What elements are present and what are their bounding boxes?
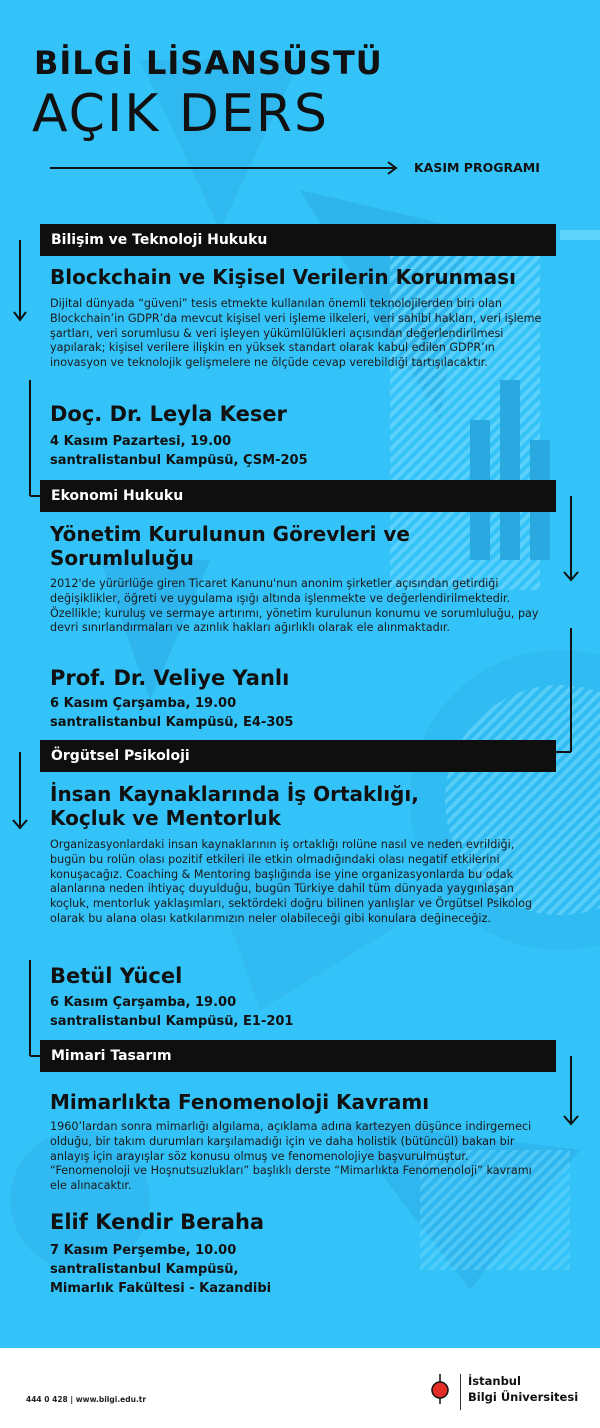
location-brand: santral	[50, 1262, 102, 1277]
connector-left-1	[14, 240, 40, 496]
course-title-line2: Sorumluluğu	[50, 546, 194, 570]
logo-text-line1: İstanbul	[468, 1374, 521, 1388]
category-bar: Ekonomi Hukuku	[40, 480, 556, 512]
logo-divider	[460, 1374, 461, 1410]
connector-left-3	[13, 752, 40, 1056]
speaker-name: Doç. Dr. Leyla Keser	[50, 402, 287, 426]
course-details	[50, 432, 308, 470]
location-brand: santral	[50, 453, 102, 468]
course-location	[50, 713, 293, 732]
category-bar: Bilişim ve Teknoloji Hukuku	[40, 224, 556, 256]
course-description: 1960’lardan sonra mimarlığı algılama, açıklama adına kartezyen düşünce indirgemeci olduğu, bir takım durumları karşılamadığı için ve daha holistik (bütüncül) bakan bir anlayış için arayışlar söz konusu olmuş ve fenomenolojiye başvurulmuştur. “Fenomenoloji ve Hoşnutsuzlukları” başlıklı derste “Mimarlıkta Fenomenoloji” kavramı ele alınacaktır.	[50, 1120, 532, 1193]
title-line1: BİLGİ LİSANSÜSTÜ	[34, 44, 383, 82]
course-location	[50, 1012, 293, 1031]
course-title: Mimarlıkta Fenomenoloji Kavramı	[50, 1090, 430, 1114]
course-details	[50, 694, 293, 732]
speaker-name: Prof. Dr. Veliye Yanlı	[50, 666, 290, 690]
bg-bar	[500, 380, 520, 560]
course-location	[50, 1260, 271, 1279]
program-label: KASIM PROGRAMI	[414, 160, 540, 175]
course-date: 6 Kasım Çarşamba, 19.00	[50, 995, 237, 1010]
location-brand: santral	[50, 1014, 102, 1029]
course-description: 2012'de yürürlüğe giren Ticaret Kanunu'nun anonim şirketler açısından getirdiği değişiklikler, öğreti ve uygulama ışığı altında işlenmekte ve değerlendirilmektedir. Özellikle; kuruluş ve sermaye artırımı, yönetim kurulunun konumu ve sorumluluğu, pay devri sınırlandırmaları ve azınlık hakları ağırlıklı olarak ele alınmaktadır.	[50, 577, 539, 635]
course-title-line1: İnsan Kaynaklarında İş Ortaklığı,	[50, 782, 419, 806]
course-description: Dijital dünyada “güveni” tesis etmekte kullanılan önemli teknolojilerden biri olan Blockchain’in GDPR’da mevcut kişisel veri işleme ilkeleri, veri sahibi hakları, veri işleme şartları, veri sorumlusu & veri işleyen yükümlülükleri açısından değerlendirilmesi yapılarak; kişisel verilere ilişkin en yüksek standart olarak kabul edilen GDPR’ın inovasyon ve teknolojik gelişmelere ne ölçüde cevap verebildiği tartışılacaktır.	[50, 297, 542, 370]
bg-bar	[560, 230, 600, 240]
logo-text-line2: Bilgi Üniversitesi	[468, 1390, 579, 1404]
connector-right-4	[564, 1056, 578, 1124]
title-line2: AÇIK DERS	[32, 84, 329, 144]
course-title: Blockchain ve Kişisel Verilerin Korunması	[50, 265, 516, 289]
course-date: 6 Kasım Çarşamba, 19.00	[50, 696, 237, 711]
speaker-name: Elif Kendir Beraha	[50, 1210, 265, 1234]
location-rest: istanbul Kampüsü,	[101, 1262, 239, 1277]
location-rest: istanbul Kampüsü, E1-201	[101, 1014, 294, 1029]
speaker-name: Betül Yücel	[50, 964, 183, 988]
course-details	[50, 993, 293, 1031]
course-title-line2: Koçluk ve Mentorluk	[50, 806, 281, 830]
course-date: 7 Kasım Perşembe, 10.00	[50, 1243, 237, 1258]
university-logo-icon	[430, 1374, 450, 1404]
location-rest: istanbul Kampüsü, E4-305	[101, 715, 294, 730]
course-details	[50, 1241, 271, 1298]
course-title-line1: Yönetim Kurulunun Görevleri ve	[50, 522, 410, 546]
course-location-line2: Mimarlık Fakültesi - Kazandibi	[50, 1281, 272, 1296]
course-description: Organizasyonlardaki insan kaynaklarının iş ortaklığı rolüne nasıl ve neden evrildiği, bugün bu rolün olası pozitif etkileri ile etkin olmadığındaki olası negatif etkilerini konuşacağız. Coaching & Mentoring başlığında ise yine organizasyonlarda bu odak alanlarına neden ihtiyaç duyulduğu, bugün Türkiye dahil tüm dünyada yaygınlaşan koçluk, mentorluk yaklaşımları, sektördeki doğru bilinen yanlışlar ve Örgütsel Psikolog olarak bu alana olası katkılarımızın neler olabileceği gibi konulara değineceğiz.	[50, 838, 533, 925]
category-bar: Örgütsel Psikoloji	[40, 740, 556, 772]
location-brand: santral	[50, 715, 102, 730]
category-bar: Mimari Tasarım	[40, 1040, 556, 1072]
footer-contact: 444 0 428 | www.bilgi.edu.tr	[26, 1395, 147, 1404]
course-location	[50, 451, 308, 470]
location-rest: istanbul Kampüsü, ÇSM-205	[101, 453, 308, 468]
course-date: 4 Kasım Pazartesi, 19.00	[50, 434, 232, 449]
